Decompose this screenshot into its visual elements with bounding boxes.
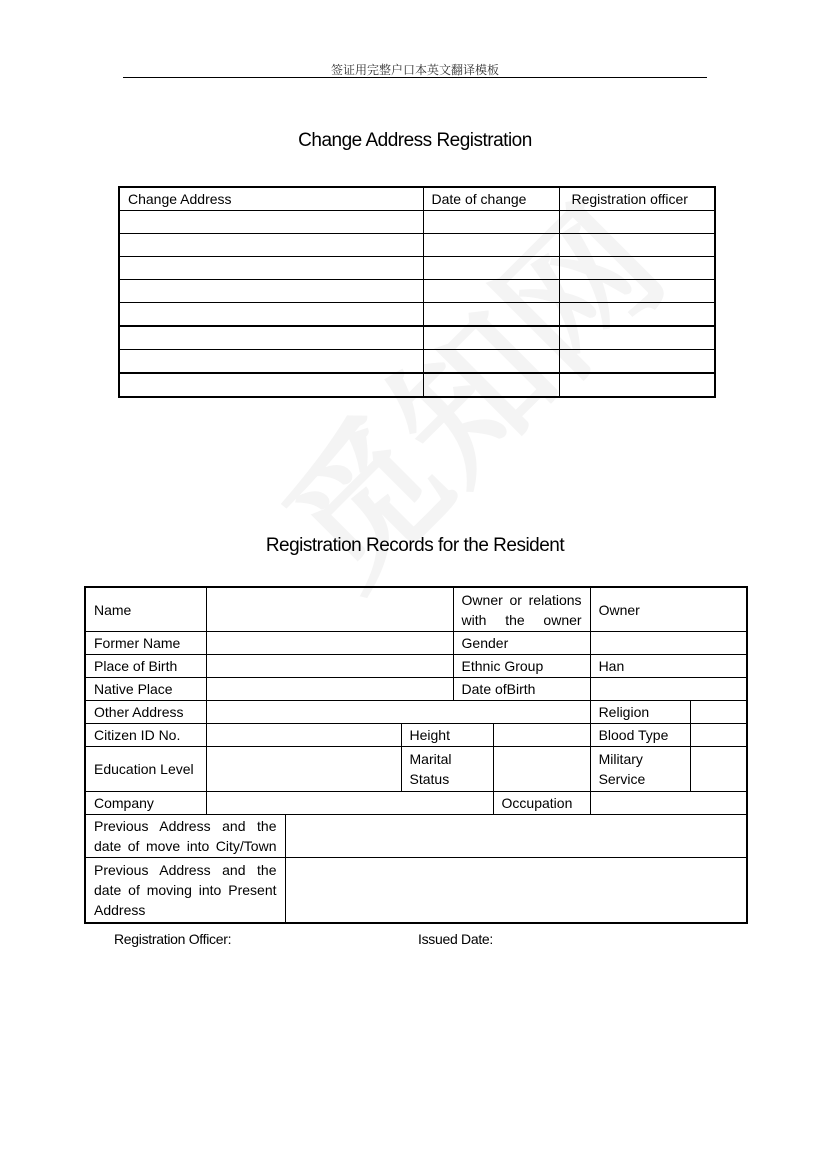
table-cell[interactable]	[423, 326, 559, 350]
place-of-birth-value[interactable]	[206, 655, 453, 678]
table-row	[85, 701, 747, 724]
table-cell[interactable]	[423, 350, 559, 374]
col-registration-officer: Registration officer	[559, 187, 715, 211]
table-cell[interactable]	[559, 211, 715, 234]
table-cell[interactable]	[119, 373, 423, 397]
resident-records-table	[84, 586, 748, 924]
table-cell[interactable]	[119, 280, 423, 303]
blood-type-value[interactable]	[690, 724, 747, 747]
prev-address-city-value[interactable]	[285, 815, 747, 858]
native-place-value[interactable]	[206, 678, 453, 701]
name-label: Name	[85, 587, 206, 632]
table-row	[85, 587, 747, 632]
ethnic-group-label: Ethnic Group	[453, 655, 590, 678]
table-cell[interactable]	[559, 326, 715, 350]
table-row	[85, 678, 747, 701]
table-cell[interactable]	[423, 211, 559, 234]
date-of-birth-value[interactable]	[590, 678, 747, 701]
height-value[interactable]	[493, 724, 590, 747]
prev-address-city-label: Previous Address and the date of move into City/Town	[85, 815, 285, 858]
religion-value[interactable]	[690, 701, 747, 724]
table-row	[85, 815, 747, 858]
col-date-of-change: Date of change	[423, 187, 559, 211]
occupation-value[interactable]	[590, 792, 747, 815]
registration-officer-label: Registration Officer:	[114, 931, 232, 947]
table-cell[interactable]	[559, 350, 715, 374]
table-cell[interactable]	[119, 211, 423, 234]
military-service-label: Military Service	[590, 747, 690, 792]
table-row	[85, 724, 747, 747]
header-rule	[123, 77, 707, 78]
table-cell[interactable]	[119, 234, 423, 257]
height-label: Height	[401, 724, 493, 747]
table-row	[119, 350, 715, 374]
education-level-value[interactable]	[206, 747, 401, 792]
change-address-table	[118, 186, 716, 398]
table-cell[interactable]	[423, 257, 559, 280]
table-row	[119, 326, 715, 350]
table-cell[interactable]	[559, 257, 715, 280]
table-row	[85, 792, 747, 815]
table-row	[85, 858, 747, 924]
table-cell[interactable]	[119, 303, 423, 327]
col-change-address: Change Address	[119, 187, 423, 211]
table-row	[119, 234, 715, 257]
table-cell[interactable]	[423, 373, 559, 397]
table-cell[interactable]	[119, 350, 423, 374]
table-header-row	[119, 187, 715, 211]
table-cell[interactable]	[559, 303, 715, 327]
gender-value[interactable]	[590, 632, 747, 655]
former-name-value[interactable]	[206, 632, 453, 655]
religion-label: Religion	[590, 701, 690, 724]
table-row	[119, 211, 715, 234]
table-cell[interactable]	[119, 326, 423, 350]
table-cell[interactable]	[559, 280, 715, 303]
table-cell[interactable]	[119, 257, 423, 280]
other-address-value[interactable]	[206, 701, 590, 724]
table-cell[interactable]	[559, 373, 715, 397]
table-row	[85, 632, 747, 655]
table-cell[interactable]	[423, 234, 559, 257]
company-label: Company	[85, 792, 206, 815]
table-row	[85, 655, 747, 678]
change-address-title: Change Address Registration	[298, 130, 532, 151]
date-of-birth-label: Date ofBirth	[453, 678, 590, 701]
gender-label: Gender	[453, 632, 590, 655]
table-row	[119, 280, 715, 303]
marital-status-label: Marital Status	[401, 747, 493, 792]
page-header: 签证用完整户口本英文翻译模板	[330, 63, 499, 77]
table-cell[interactable]	[423, 280, 559, 303]
owner-relation-label: Owner or relations with the owner	[453, 587, 590, 632]
place-of-birth-label: Place of Birth	[85, 655, 206, 678]
prev-address-present-label: Previous Address and the date of moving into Present Address	[85, 858, 285, 924]
prev-address-present-value[interactable]	[285, 858, 747, 924]
resident-records-title: Registration Records for the Resident	[265, 535, 565, 556]
other-address-label: Other Address	[85, 701, 206, 724]
education-level-label: Education Level	[85, 747, 206, 792]
blood-type-label: Blood Type	[590, 724, 690, 747]
table-row	[119, 373, 715, 397]
company-value[interactable]	[206, 792, 493, 815]
table-row	[119, 257, 715, 280]
table-cell[interactable]	[423, 303, 559, 327]
table-row	[119, 303, 715, 327]
former-name-label: Former Name	[85, 632, 206, 655]
issued-date-label: Issued Date:	[418, 931, 493, 947]
marital-status-value[interactable]	[493, 747, 590, 792]
ethnic-group-value[interactable]: Han	[590, 655, 747, 678]
native-place-label: Native Place	[85, 678, 206, 701]
table-row	[85, 747, 747, 792]
military-service-value[interactable]	[690, 747, 747, 792]
owner-relation-value[interactable]: Owner	[590, 587, 747, 632]
citizen-id-value[interactable]	[206, 724, 401, 747]
citizen-id-label: Citizen ID No.	[85, 724, 206, 747]
table-cell[interactable]	[559, 234, 715, 257]
occupation-label: Occupation	[493, 792, 590, 815]
name-value[interactable]	[206, 587, 453, 632]
